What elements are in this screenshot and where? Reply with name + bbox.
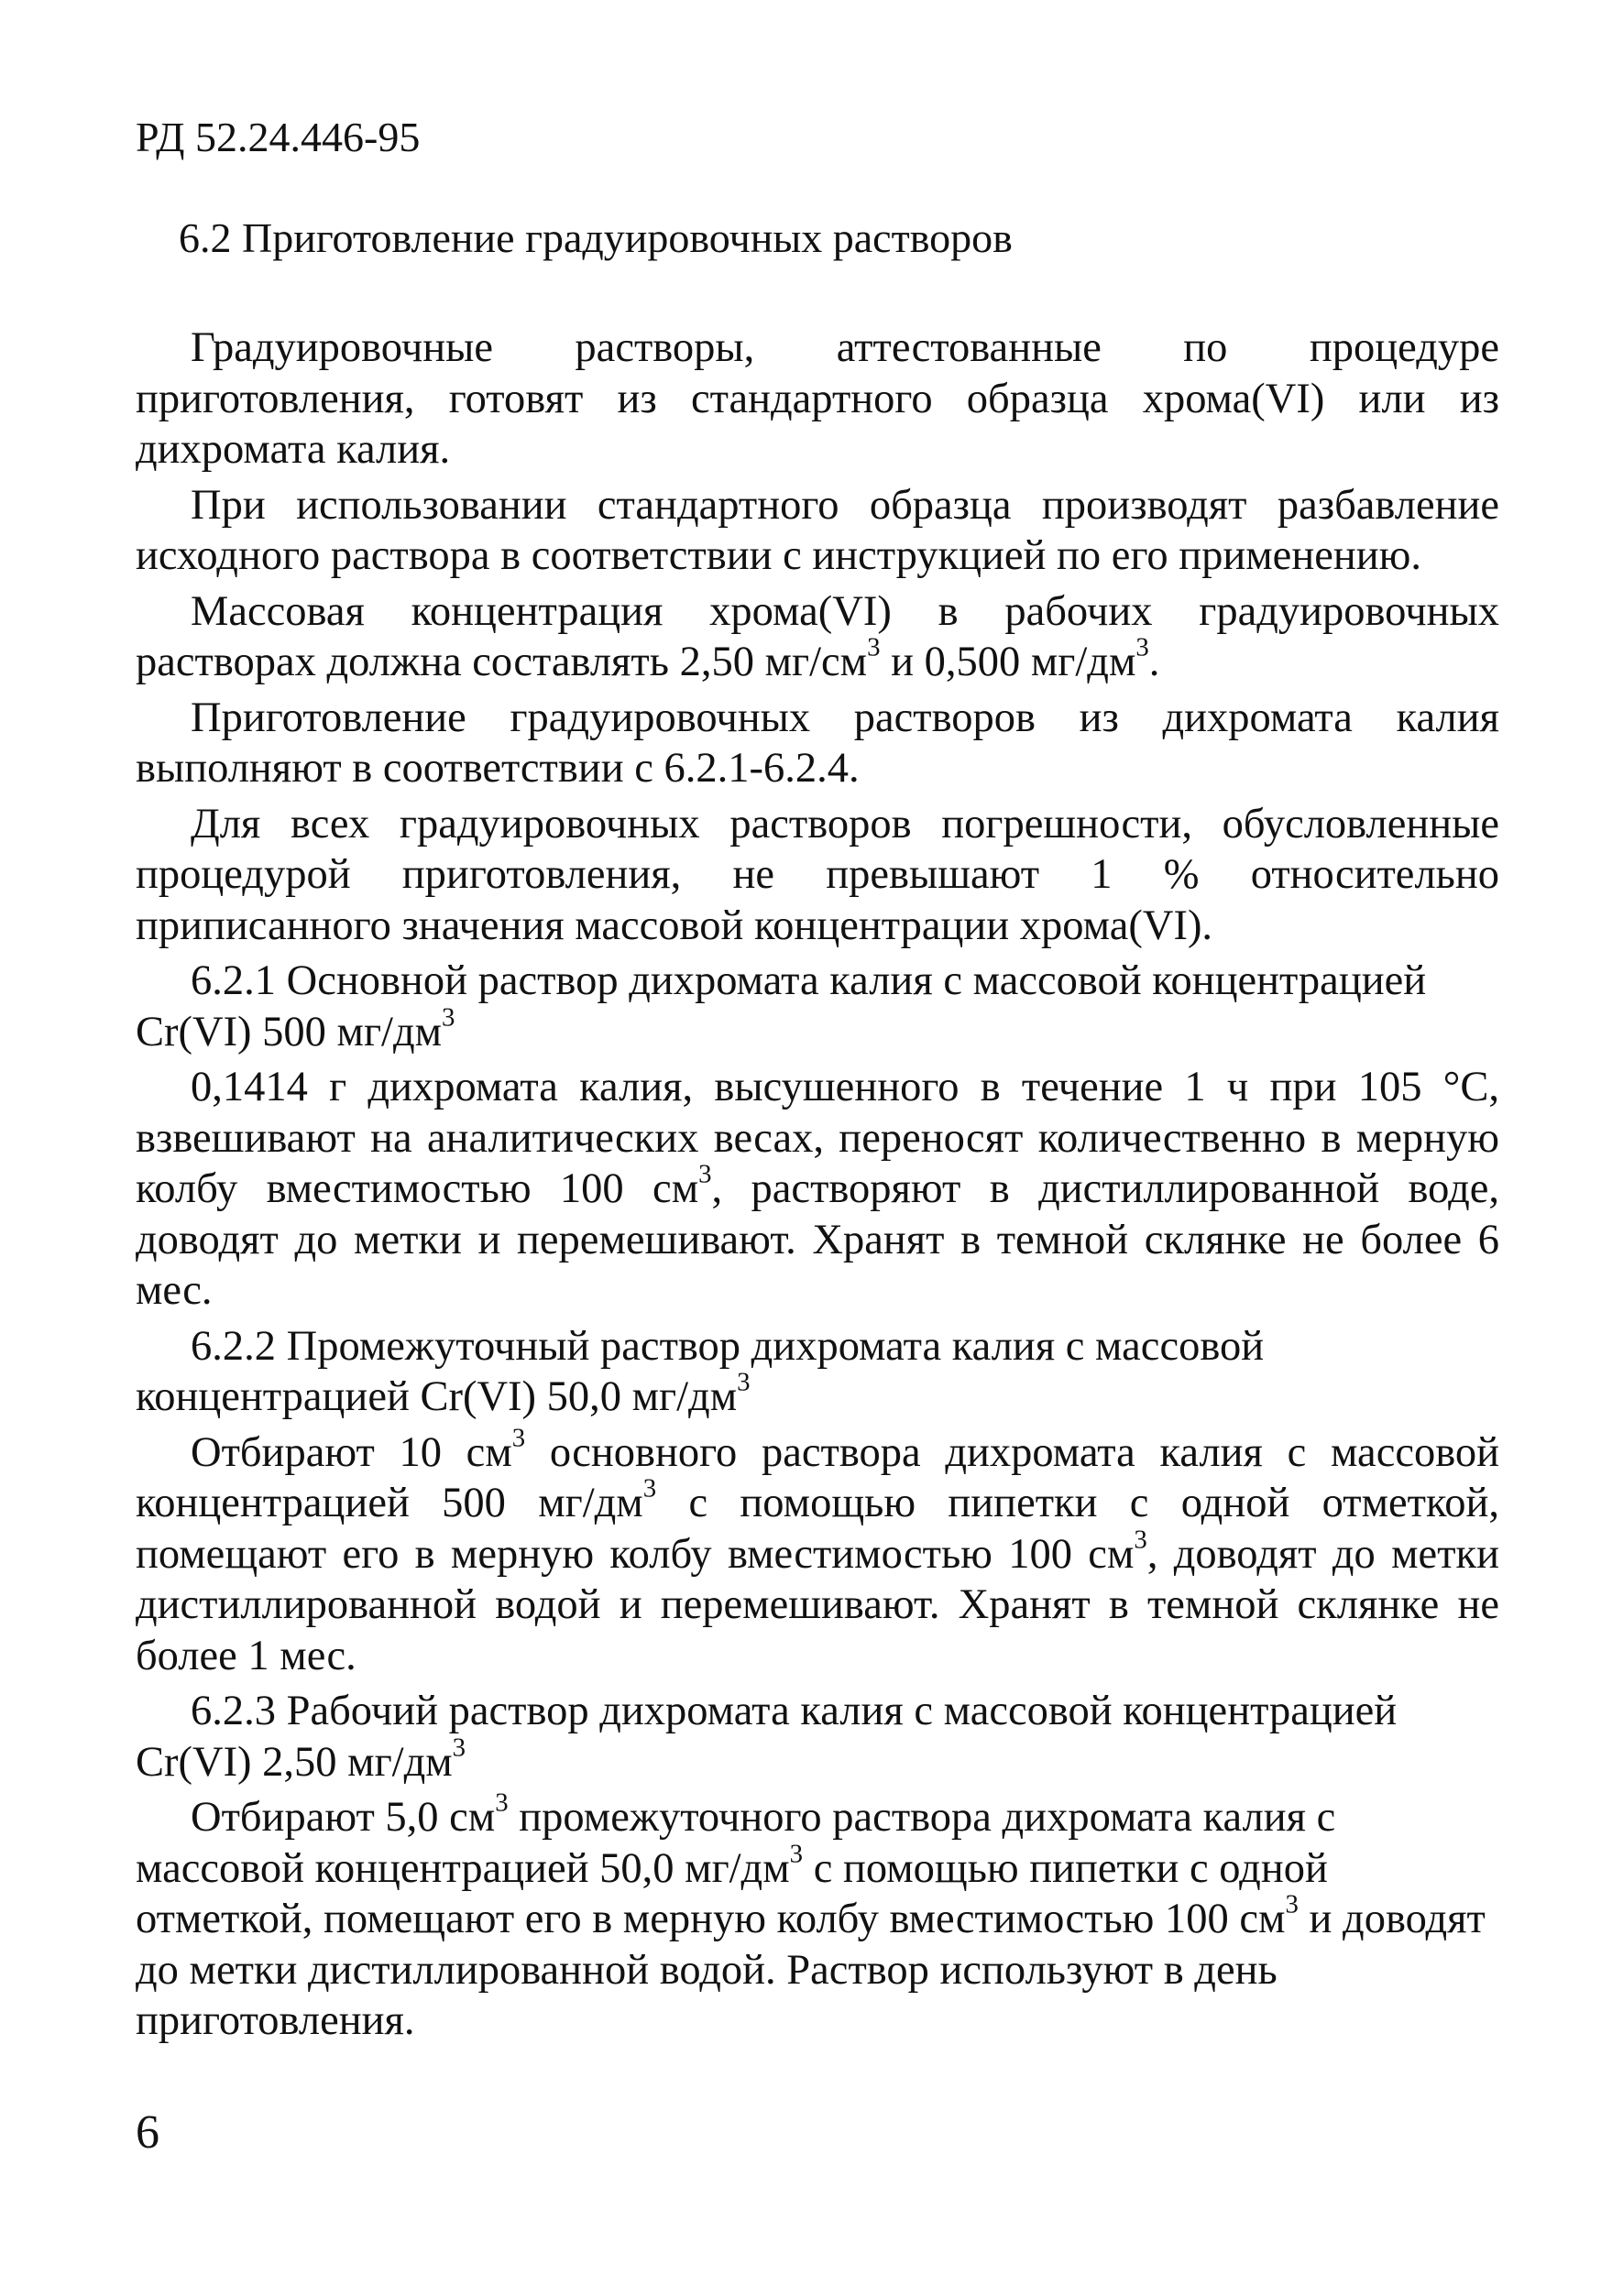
text-run: 6.2.1 Основной раствор дихромата калия с массовой концентрацией Cr(VI) 500 мг/дм — [136, 957, 1427, 1055]
superscript: 3 — [1135, 632, 1149, 662]
superscript: 3 — [698, 1159, 712, 1189]
text-run: промежуточного раствора дихромата калия с массовой концентрацией 50,0 мг/дм — [136, 1794, 1336, 1892]
section-title: 6.2 Приготовление градуировочных растворов — [179, 214, 1013, 261]
superscript: 3 — [789, 1838, 804, 1868]
superscript: 3 — [452, 1732, 466, 1762]
text-run: основного раствора дихромата калия с массовой концентрацией 500 мг/дм — [136, 1428, 1499, 1526]
subsection-heading-6-2-2 — [136, 1321, 1499, 1423]
superscript: 3 — [495, 1788, 509, 1818]
text-run: 0,1414 г дихромата калия, высушенного в течение 1 ч при 105 °С, взвешивают на аналитических весах, переносят количественно в мерную колбу вместимостью 100 см — [136, 1064, 1499, 1212]
text-run: с помощью пипетки с одной отметкой, помещают его в мерную колбу вместимостью 100 см — [136, 1844, 1328, 1942]
paragraph-intro: Градуировочные растворы, аттестованные по процедуре приготовления, готовят из стандартного образца хрома(VI) или из дихромата калия. — [136, 324, 1499, 473]
superscript: 3 — [867, 632, 881, 662]
superscript: 3 — [442, 1001, 455, 1032]
paragraph-error-statement: Для всех градуировочных растворов погрешности, обусловленные процедурой приготовления, не превышают 1 % относительно приписанного значения массовой концентрации хрома(VI). — [136, 800, 1499, 949]
text-run: , доводят до метки дистиллированной водой и перемешивают. Хранят в темной склянке не более 1 мес. — [136, 1530, 1499, 1679]
document-code: РД 52.24.446-95 — [136, 114, 421, 160]
superscript: 3 — [511, 1422, 526, 1452]
paragraph-preparation-reference: Приготовление градуировочных растворов из дихромата калия выполняют в соответствии с 6.2.1-6.2.4. — [136, 694, 1499, 792]
text-run: Отбирают 10 см — [191, 1428, 512, 1476]
text-run: и 0,500 мг/дм — [880, 639, 1136, 685]
text-run: 6.2.3 Рабочий раствор дихромата калия с массовой концентрацией Cr(VI) 2,50 мг/дм — [136, 1688, 1398, 1786]
text-run: , растворяют в дистиллированной воде, доводят до метки и перемешивают. Хранят в темной склянке не более 6 мес. — [136, 1165, 1499, 1314]
text-run: Отбирают 5,0 см — [191, 1794, 496, 1841]
superscript: 3 — [737, 1367, 751, 1397]
superscript: 3 — [1285, 1889, 1299, 1919]
paragraph-mass-concentration — [136, 586, 1499, 688]
text-run: . — [1148, 639, 1160, 685]
document-body — [136, 323, 1499, 2051]
paragraph-intermediate-solution — [136, 1422, 1499, 1682]
text-run: 6.2.2 Промежуточный раствор дихромата калия с массовой концентрацией Cr(VI) 50,0 мг/дм — [136, 1322, 1265, 1420]
subsection-heading-6-2-1 — [136, 956, 1499, 1057]
superscript: 3 — [642, 1473, 657, 1503]
paragraph-working-solution — [136, 1788, 1499, 2047]
paragraph-standard-sample: При использовании стандартного образца производят разбавление исходного раствора в соответствии с инструкцией по его применению. — [136, 481, 1499, 579]
page-number: 6 — [136, 2106, 159, 2159]
subsection-heading-6-2-3 — [136, 1686, 1499, 1788]
text-run: и доводят до метки дистиллированной водой. Раствор используют в день приготовления. — [136, 1896, 1486, 2044]
text-run: Массовая концентрация хрома(VI) в рабочих градуировочных растворах должна составлять 2,50 мг/см — [136, 587, 1499, 685]
superscript: 3 — [1134, 1524, 1147, 1554]
paragraph-main-solution — [136, 1062, 1499, 1317]
text-run: с помощью пипетки с одной отметкой, помещают его в мерную колбу вместимостью 100 см — [136, 1480, 1499, 1578]
